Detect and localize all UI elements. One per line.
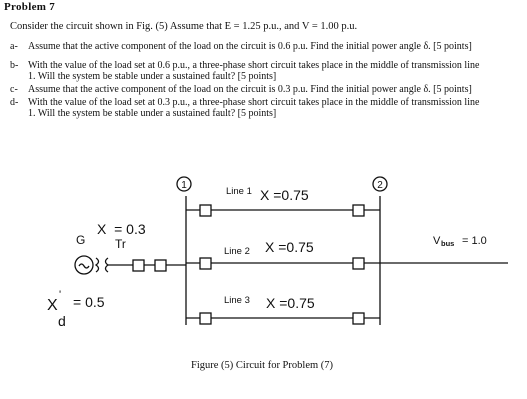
xd-subscript: d bbox=[58, 313, 66, 329]
line-1-reactance: X =0.75 bbox=[260, 187, 309, 203]
breaker-line1-right bbox=[353, 205, 364, 216]
breaker-line2-right bbox=[353, 258, 364, 269]
xd-symbol: X bbox=[47, 297, 58, 314]
vbus-subscript: bus bbox=[441, 239, 455, 248]
vbus-value: = 1.0 bbox=[462, 235, 487, 247]
generator-wave-icon bbox=[79, 264, 89, 268]
breaker-line3-left bbox=[200, 313, 211, 324]
question-b-text: With the value of the load set at 0.6 p.u., a three-phase short circuit takes place in the middle of transmission line bbox=[28, 60, 480, 71]
breaker-transformer-right bbox=[155, 260, 166, 271]
bus-2-number: 2 bbox=[377, 180, 383, 191]
question-a-label: a- bbox=[10, 41, 18, 52]
transformer-winding-right bbox=[106, 258, 109, 272]
breaker-transformer-left bbox=[133, 260, 144, 271]
line-3-reactance: X =0.75 bbox=[266, 295, 315, 311]
question-d-text-cont: 1. Will the system be stable under a sustained fault? [5 points] bbox=[28, 108, 277, 119]
figure-caption: Figure (5) Circuit for Problem (7) bbox=[191, 360, 334, 371]
question-d-text: With the value of the load set at 0.3 p.u., a three-phase short circuit takes place in the middle of transmission line bbox=[28, 97, 480, 108]
vbus-symbol: V bbox=[433, 235, 441, 247]
xd-prime: ' bbox=[59, 289, 62, 301]
line-2-name: Line 2 bbox=[224, 246, 250, 257]
question-b-label: b- bbox=[10, 60, 19, 71]
transformer-winding-left bbox=[96, 258, 99, 272]
transformer-reactance: X = 0.3 bbox=[97, 221, 146, 237]
question-c-text: Assume that the active component of the load on the circuit is 0.3 p.u. Find the initial power angle δ. [5 points] bbox=[28, 84, 472, 95]
question-a-text: Assume that the active component of the load on the circuit is 0.6 p.u. Find the initial power angle δ. [5 points] bbox=[28, 41, 472, 52]
breaker-line2-left bbox=[200, 258, 211, 269]
problem-title: Problem 7 bbox=[4, 1, 56, 13]
generator-label: G bbox=[76, 233, 86, 247]
line-2-reactance: X =0.75 bbox=[265, 239, 314, 255]
line-1-name: Line 1 bbox=[226, 186, 252, 197]
xd-value: = 0.5 bbox=[73, 294, 105, 310]
breaker-line1-left bbox=[200, 205, 211, 216]
line-3-name: Line 3 bbox=[224, 295, 250, 306]
question-d-label: d- bbox=[10, 97, 19, 108]
question-c-label: c- bbox=[10, 84, 18, 95]
breaker-line3-right bbox=[353, 313, 364, 324]
question-b-text-cont: 1. Will the system be stable under a sustained fault? [5 points] bbox=[28, 71, 277, 82]
bus-1-number: 1 bbox=[181, 180, 187, 191]
transformer-label: Tr bbox=[115, 237, 126, 251]
problem-intro: Consider the circuit shown in Fig. (5) Assume that E = 1.25 p.u., and V = 1.00 p.u. bbox=[10, 21, 358, 32]
